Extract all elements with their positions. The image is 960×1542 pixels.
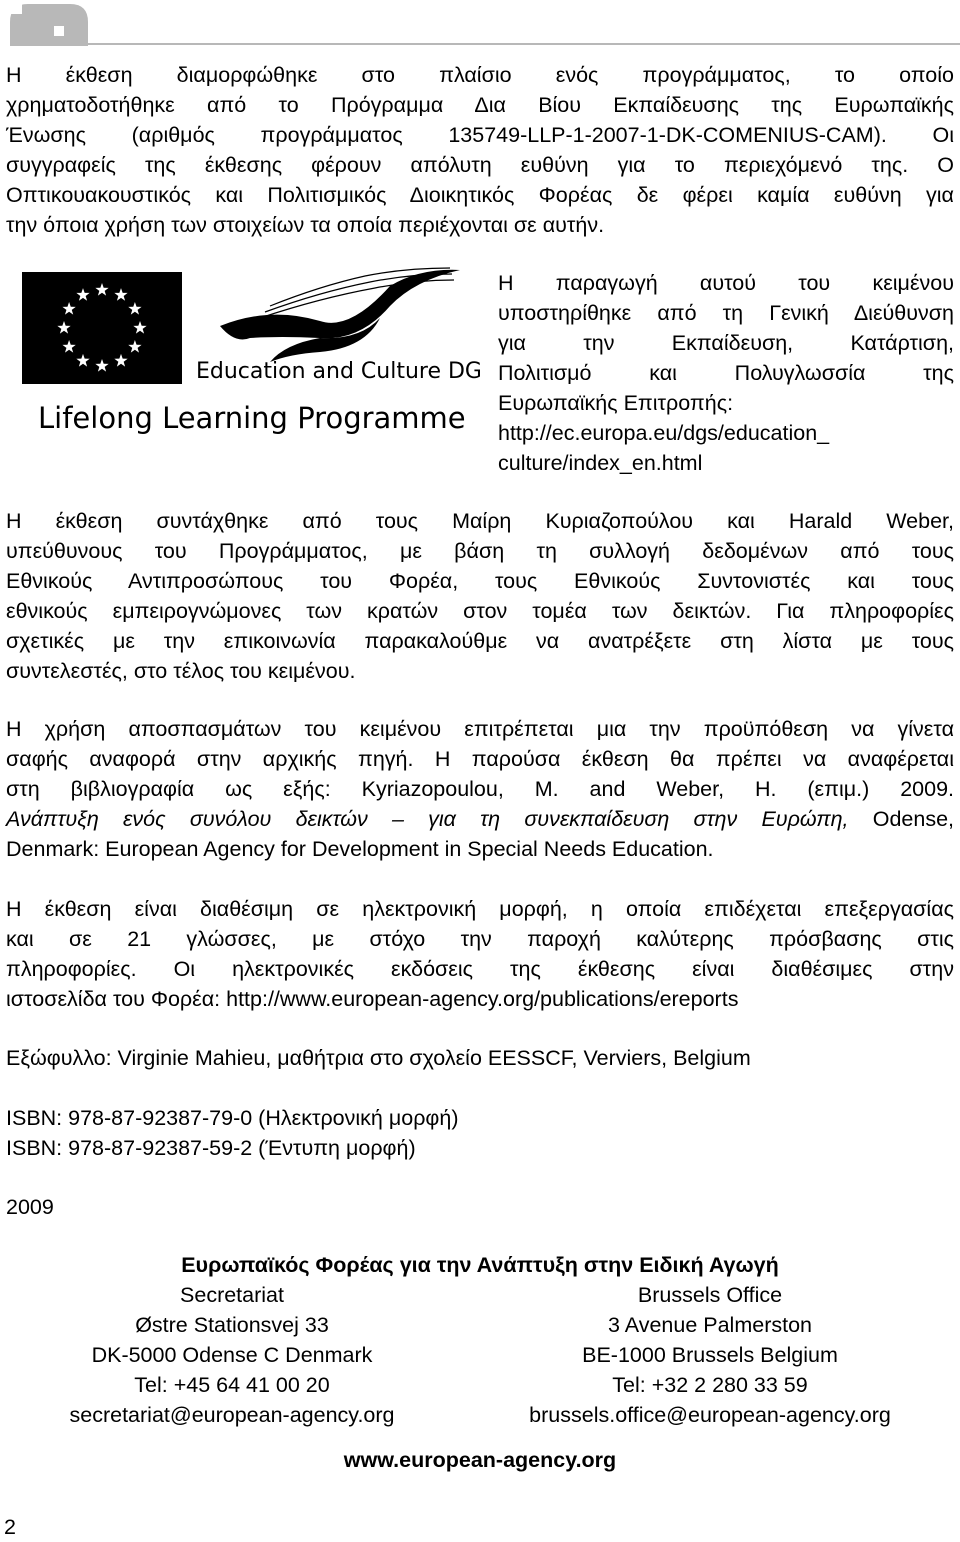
citation-line: στη βιβλιογραφία ως εξής: Kyriazopoulou, M. and Weber, H. (επιμ.) 2009.	[6, 777, 954, 801]
authors-line: σχετικές με την επικοινωνία παρακαλούθμε να ανατρέξετε στη λίστα με τους	[6, 629, 954, 653]
cover-credit: Εξώφυλλο: Virginie Mahieu, μαθήτρια στο σχολείο EESSCF, Verviers, Belgium	[6, 1046, 751, 1070]
authors-line: συντελεστές, στο τέλος του κειμένου.	[6, 659, 356, 683]
citation-line: Denmark: European Agency for Development in Special Needs Education.	[6, 837, 714, 861]
office-city: BE-1000 Brussels Belgium	[582, 1343, 838, 1367]
office-name: Brussels Office	[637, 1283, 783, 1307]
intro-paragraph	[6, 60, 954, 240]
eu-flag-icon	[20, 266, 480, 446]
dg-label: Education and Culture DG	[196, 359, 480, 384]
intro-line: Ένωσης (αριθμός προγράμματος 135749-LLP-1-2007-1-DK-COMENIUS-CAM). Οι	[6, 123, 954, 147]
intro-line: Η έκθεση διαμορφώθηκε στο πλαίσιο ενός προγράμματος, το οποίο	[6, 63, 954, 87]
header-decoration	[0, 0, 960, 46]
programme-label: Lifelong Learning Programme	[38, 401, 466, 435]
availability-line: ιστοσελίδα του Φορέα: http://www.european-agency.org/publications/ereports	[6, 987, 739, 1011]
citation-line: σαφής αναφορά στην αρχικής πηγή. Η παρούσα έκθεση θα πρέπει να αναφέρεται	[6, 747, 954, 771]
intro-line: Οπτικουακουστικός και Πολιτισμικός Διοικητικός Φορέας δε φέρει καμία ευθύνη για	[6, 183, 954, 207]
lifelong-learning-logo	[20, 266, 480, 446]
intro-line: την όποια χρήση των στοιχείων τα οποία περιέχονται σε αυτήν.	[6, 213, 605, 237]
authors-line: Η έκθεση συντάχθηκε από τους Μαίρη Κυριαζοπούλου και Harald Weber,	[6, 509, 954, 533]
authors-line: υπεύθυνους του Προγράμματος, με βάση τη συλλογή δεδομένων από τους	[6, 539, 954, 563]
authors-line: Εθνικούς Αντιπροσώπους του Φορέα, τους Εθνικούς Συντονιστές και τους	[6, 569, 954, 593]
publication-year: 2009	[6, 1195, 54, 1219]
citation-line: Η χρήση αποσπασμάτων του κειμένου επιτρέπεται μια την προϋπόθεση να γίνετα	[6, 717, 954, 741]
availability-line: και σε 21 γλώσσες, με στόχο την παροχή καλύτερης πρόσβασης στις	[6, 927, 954, 951]
dg-support-note	[498, 268, 954, 478]
isbn-print: ISBN: 978-87-92387-59-2 (Έντυπη μορφή)	[6, 1136, 416, 1160]
office-email[interactable]: secretariat@european-agency.org	[69, 1403, 395, 1427]
side-note-link[interactable]: http://ec.europa.eu/dgs/education_	[498, 421, 830, 445]
office-tel: Tel: +45 64 41 00 20	[134, 1373, 330, 1397]
office-street: 3 Avenue Palmerston	[608, 1313, 812, 1337]
page-number: 2	[4, 1515, 16, 1539]
citation-paragraph	[6, 714, 954, 864]
secretariat-address	[20, 1280, 444, 1430]
citation-line	[6, 804, 954, 834]
availability-line: πληροφορίες. Οι ηλεκτρονικές εκδόσεις της έκθεσης είναι διαθέσιμες στην	[6, 957, 954, 981]
brussels-address	[480, 1280, 940, 1430]
intro-line: χρηματοδοτήθηκε από το Πρόγραμμα Δια Βίου Εκπαίδευσης της Ευρωπαϊκής	[6, 93, 954, 117]
office-city: DK-5000 Odense C Denmark	[91, 1343, 373, 1367]
authors-paragraph	[6, 506, 954, 686]
side-note-line: υποστηρίθηκε από τη Γενική Διεύθυνση	[498, 301, 954, 325]
side-note-line: για την Εκπαίδευση, Κατάρτιση,	[498, 331, 954, 355]
authors-line: εθνικούς εμπειρογνώμονες των κρατών στον τομέα των δεικτών. Για πληροφορίες	[6, 599, 954, 623]
side-note-line: Ευρωπαϊκής Επιτροπής:	[498, 391, 734, 415]
side-note-line: Η παραγωγή αυτού του κειμένου	[498, 271, 954, 295]
availability-paragraph	[6, 894, 954, 1014]
side-note-line: Πολιτισμό και Πολυγλωσσία της	[498, 361, 954, 385]
citation-title: Ανάπτυξη ενός συνόλου δεικτών – για τη συνεκπαίδευση στην Ευρώπη,	[6, 807, 849, 831]
office-tel: Tel: +32 2 280 33 59	[612, 1373, 808, 1397]
org-name: Ευρωπαϊκός Φορέας για την Ανάπτυξη στην Ειδική Αγωγή	[181, 1253, 779, 1277]
office-email[interactable]: brussels.office@european-agency.org	[529, 1403, 891, 1427]
office-street: Østre Stationsvej 33	[135, 1313, 329, 1337]
website-link[interactable]: www.european-agency.org	[343, 1448, 617, 1472]
office-name: Secretariat	[180, 1283, 284, 1307]
citation-place: Odense,	[848, 807, 955, 831]
side-note-link[interactable]: culture/index_en.html	[498, 451, 703, 475]
availability-line: Η έκθεση είναι διαθέσιμη σε ηλεκτρονική μορφή, η οποία επιδέχεται επεξεργασίας	[6, 897, 954, 921]
isbn-electronic: ISBN: 978-87-92387-79-0 (Ηλεκτρονική μορφή)	[6, 1106, 459, 1130]
intro-line: συγγραφείς της έκθεσης φέρουν απόλυτη ευθύνη για το περιεχόμενό της. Ο	[6, 153, 954, 177]
